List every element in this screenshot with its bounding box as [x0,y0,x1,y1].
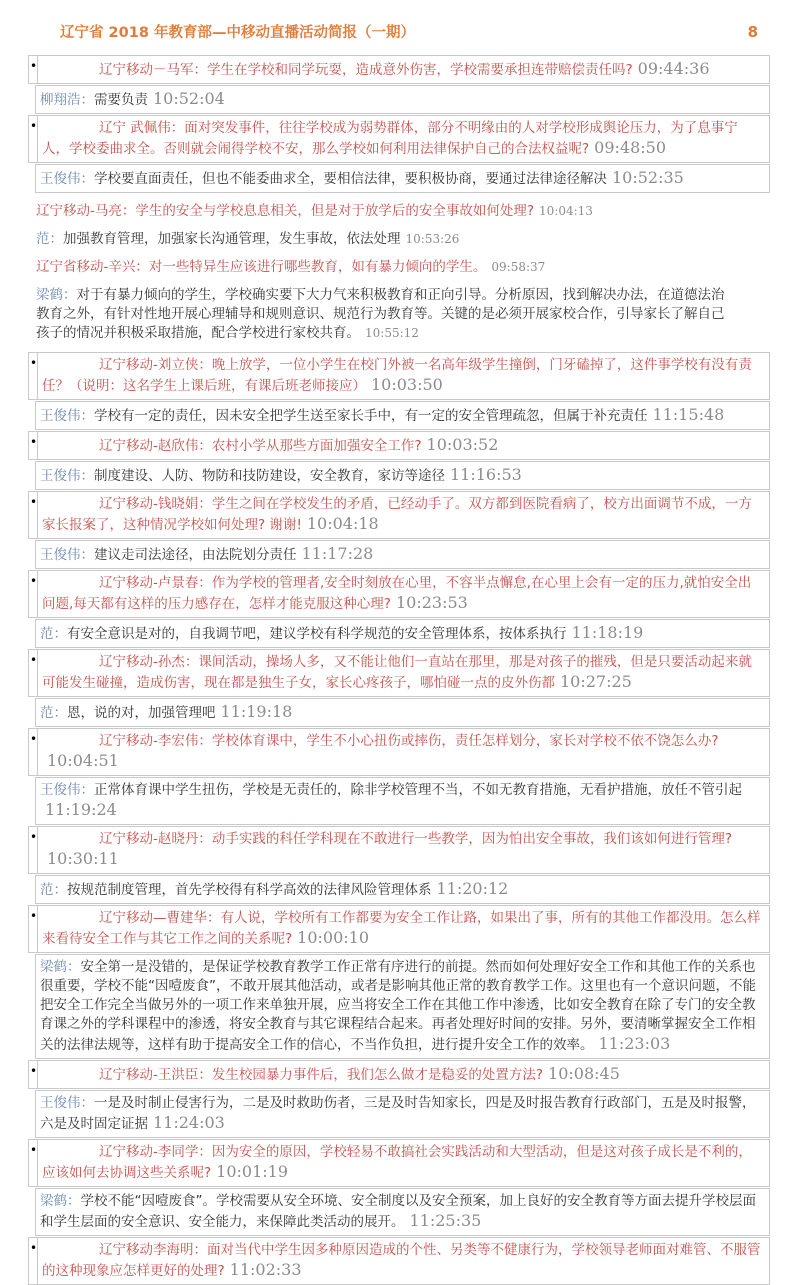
timestamp: 11:24:03 [153,1113,225,1132]
speaker-name: 辽宁移动-钱晓娟： [99,496,212,512]
bullet-icon: • [30,59,38,73]
speaker-name: 梁鹤： [40,959,81,975]
bullet-icon: • [30,653,38,667]
message-text: 学校要直面责任，但也不能委曲求全，要相信法律，要积极协商，要通过法律途径解决 [94,171,607,187]
timestamp: 11:02:33 [229,1260,302,1279]
bullet-cell-divider [37,116,38,162]
timestamp: 11:19:24 [45,800,117,819]
bullet-icon: • [30,732,38,746]
answer-row [35,401,770,430]
question-row [28,55,770,84]
page-title: 辽宁省 2018 年教育部—中移动直播活动简报（一期） [60,25,415,41]
row-text [42,495,761,535]
message-text: 对一些特异生应该进行哪些教育，如有暴力倾向的学生。 [148,259,487,275]
row-text [40,465,761,486]
message-text: 正常体育课中学生扭伤，学校是无责任的，除非学校管理不当，不如无教育措施，无看护措施，放任不管引起 [94,782,742,798]
speaker-name: 范： [36,231,63,247]
row-text [36,286,736,343]
speaker-name: 王俊伟： [40,468,94,484]
message-text: 学校不能“因噎废食”。学校需要从安全环境、安全制度以及安全预案，加上良好的安全教育等方面去提升学校层面和学生层面的安全意识、安全能力，来保障此类活动的展开。 [40,1193,756,1230]
row-text [40,623,761,644]
speaker-name: 辽宁移动-李宏伟： [99,733,212,749]
row-text [36,230,736,249]
timestamp: 10:04:51 [47,751,119,770]
speaker-name: 辽宁移动-卢景春： [99,575,212,591]
timestamp: 09:44:36 [637,59,710,78]
message-text: 农村小学从那些方面加强安全工作? [211,438,422,454]
timestamp: 10:04:18 [306,514,379,533]
bullet-cell-divider [37,906,38,952]
row-text [42,1064,761,1085]
row-text [40,702,761,723]
row-text [42,356,761,396]
answer-row [35,540,770,569]
bullet-cell-divider [37,492,38,538]
answer-row [35,698,770,727]
timestamp: 10:52:04 [153,89,225,108]
timestamp: 09:48:50 [594,138,667,157]
row-text [42,1241,761,1281]
bullet-icon: • [30,495,38,509]
timestamp: 11:18:19 [571,623,644,642]
message-text: 作为学校的管理者,安全时刻放在心里，不容半点懈怠,在心里上会有一定的压力,就怕安全出问题,每天都有这样的压力感存在，怎样才能克服这种心理? [42,575,752,612]
bullet-cell-divider [37,650,38,696]
timestamp: 10:08:45 [548,1064,620,1083]
qa-transcript-table [28,55,770,1285]
speaker-name: 范： [40,705,67,721]
row-text [40,544,761,565]
message-text: 恩，说的对，加强管理吧 [67,705,216,721]
bullet-icon: • [30,1064,38,1078]
bullet-icon: • [30,119,38,133]
row-text [42,435,761,456]
question-row [28,905,770,953]
question-row [36,258,770,277]
page-header [0,0,800,55]
bullet-icon: • [30,435,38,449]
timestamp: 11:20:12 [436,879,509,898]
timestamp: 10:30:11 [47,849,119,868]
message-text: 安全第一是没错的，是保证学校教育教学工作正常有序进行的前提。然而如何处理好安全工作和其他工作的关系也很重要，学校不能“因噎废食”，不敢开展其他活动，或者是影响其他正常的教育教学工作。这里也有一个意识问题，不能把安全工作完全当做另外的一项工作来单独开展，应当将安全工作在其他工作中渗透，比如安全教育在除了专门的安全教育课之外的学科课程中的渗透，将安全教育与其它课程结合起来。再者处理好时间的安排。另外，要清晰掌握安全工作相关的法律法规等，这样有助于提高安全工作的信心，不当作负担，进行提升安全工作的效率。 [40,959,756,1053]
row-text [42,119,761,159]
speaker-name: 辽宁移动李海明： [99,1242,207,1258]
timestamp: 10:01:19 [216,1162,289,1181]
answer-row [35,619,770,648]
message-text: 发生校园暴力事件后，我们怎么做才是稳妥的处置方法? [211,1067,544,1083]
message-text: 对于有暴力倾向的学生，学校确实要下大力气来积极教育和正向引导。分析原因，找到解决办法，在道德法治教育之外，有针对性地开展心理辅导和规则意识、规范行为教育等。关键的是必须开展家校合作，引导家长了解自己孩子的情况并积极采取措施，配合学校进行家校共育。 [36,287,725,341]
bullet-cell-divider [37,353,38,399]
question-row [28,491,770,539]
speaker-name: 王俊伟： [40,547,94,563]
row-text [36,258,736,277]
bullet-cell-divider [37,1061,38,1088]
timestamp: 10:27:25 [560,672,632,691]
question-row [28,431,770,460]
speaker-name: 王俊伟： [40,408,94,424]
row-text [42,732,761,772]
message-text: 学校有一定的责任，因未安全把学生送至家长手中，有一定的安全管理疏忽，但属于补充责任 [94,408,648,424]
timestamp: 10:03:52 [426,435,499,454]
bullet-icon: • [30,356,38,370]
timestamp: 11:17:28 [301,544,374,563]
speaker-name: 辽宁移动-王洪臣： [99,1067,212,1083]
row-text [42,59,761,80]
message-text: 学生的安全与学校息息相关，但是对于放学后的安全事故如何处理? [135,203,535,219]
timestamp: 10:55:12 [365,326,419,340]
timestamp: 11:16:53 [450,465,522,484]
question-row [28,1237,770,1285]
speaker-name: 辽宁移动-马亮： [36,203,136,219]
timestamp: 10:52:35 [612,168,684,187]
message-text: 建议走司法途径，由法院划分责任 [94,547,297,563]
timestamp: 09:58:37 [491,260,546,274]
speaker-name: 梁鹤： [40,1193,81,1209]
speaker-name: 辽宁移动-赵晓丹： [99,831,212,847]
answer-row [35,1188,770,1236]
speaker-name: 辽宁移动—曹建华： [99,910,221,926]
speaker-name: 辽宁移动-孙杰： [99,654,199,670]
message-text: 课间活动，操场人多，又不能让他们一直站在那里，那是对孩子的摧残，但是只要活动起来就可能发生碰撞，造成伤害，现在都是独生子女，家长心疼孩子，哪怕碰一点的皮外伤都 [42,654,752,691]
message-text: 按规范制度管理，首先学校得有科学高效的法律风险管理体系 [67,882,432,898]
speaker-name: 王俊伟： [40,782,94,798]
row-text [42,653,761,693]
question-row [28,649,770,697]
question-row [28,115,770,163]
bullet-cell-divider [37,1238,38,1284]
bullet-cell-divider [37,729,38,775]
speaker-name: 范： [40,626,67,642]
bullet-icon: • [30,574,38,588]
answer-row [35,954,770,1059]
speaker-name: 王俊伟： [40,171,94,187]
timestamp: 11:25:35 [409,1211,482,1230]
message-text: 学校体育课中，学生不小心扭伤或摔伤，责任怎样划分，家长对学校不依不饶怎么办? [211,733,719,749]
message-text: 一是及时制止侵害行为，二是及时救助伤者，三是及时告知家长，四是及时报告教育行政部门，五是及时报警，六是及时固定证据 [40,1095,756,1132]
row-text [40,1094,761,1134]
bullet-icon: • [30,909,38,923]
timestamp: 10:23:53 [395,593,468,612]
question-row [28,826,770,874]
message-text: 制度建设、人防、物防和技防建设，安全教育，家访等途径 [94,468,445,484]
timestamp: 10:00:10 [297,928,370,947]
timestamp: 10:03:50 [371,375,443,394]
question-row [28,352,770,400]
message-text: 面对当代中学生因多种原因造成的个性、另类等不健康行为，学校领导老师面对难管、不服管的这种现象应怎样更好的处理? [42,1242,761,1279]
speaker-name: 辽宁移动-李同学： [99,1144,212,1160]
message-text: 有人说，学校所有工作都要为安全工作让路，如果出了事，所有的其他工作都没用。怎么样来看待安全工作与其它工作之间的关系呢? [42,910,761,947]
question-row [36,202,770,221]
message-text: 动手实践的科任学科现在不敢进行一些教学，因为怕出安全事故，我们该如何进行管理? [211,831,733,847]
timestamp: 11:23:03 [598,1034,671,1053]
page-number: 8 [747,23,758,41]
speaker-name: 辽宁移动-刘立侠： [99,357,212,373]
message-text: 晚上放学，一位小学生在校门外被一名高年级学生撞倒，门牙磕掉了，这件事学校有没有责任？（说明：这名学生上课后班，有课后班老师接应） [42,357,752,394]
timestamp: 10:04:13 [539,204,593,218]
message-text: 有安全意识是对的，自我调节吧，建议学校有科学规范的安全管理体系，按体系执行 [67,626,567,642]
row-text [40,958,761,1055]
row-text [42,830,761,870]
answer-row [35,777,770,825]
bullet-icon: • [30,1241,38,1255]
answer-row [35,164,770,193]
row-text [42,909,761,949]
message-text: 学生之间在学校发生的矛盾，已经动手了。双方都到医院看病了，校方出面调节不成，一方家长报案了，这种情况学校如何处理? 谢谢! [42,496,752,533]
bullet-icon: • [30,830,38,844]
bullet-cell-divider [37,827,38,873]
message-text: 学生在学校和同学玩耍，造成意外伤害，学校需要承担连带赔偿责任吗? [207,62,633,78]
row-text [40,1192,761,1232]
speaker-name: 王俊伟： [40,1095,94,1111]
row-text [36,202,736,221]
bullet-cell-divider [37,1140,38,1186]
answer-row [35,461,770,490]
bullet-cell-divider [37,56,38,83]
timestamp: 11:19:18 [220,702,293,721]
speaker-name: 辽宁移动－马军： [99,62,207,78]
speaker-name: 辽宁 武佩伟： [99,120,185,136]
answer-row [35,85,770,114]
row-text [42,1143,761,1183]
question-row [28,1139,770,1187]
question-row [28,1060,770,1089]
bullet-cell-divider [37,432,38,459]
speaker-name: 范： [40,882,67,898]
message-text: 加强教育管理，加强家长沟通管理，发生事故，依法处理 [63,231,401,247]
timestamp: 10:53:26 [405,232,460,246]
bullet-cell-divider [37,571,38,617]
answer-row [36,230,770,249]
speaker-name: 柳翔浩： [40,92,94,108]
bullet-icon: • [30,1143,38,1157]
answer-row [36,286,770,343]
message-text: 面对突发事件，往往学校成为弱势群体，部分不明缘由的人对学校形成舆论压力，为了息事宁人，学校委曲求全。否则就会闹得学校不安，那么学校如何利用法律保护自己的合法权益呢? [42,120,738,157]
row-text [42,574,761,614]
answer-row [35,875,770,904]
answer-row [35,1090,770,1138]
row-text [40,879,761,900]
speaker-name: 辽宁移动-赵欣伟： [99,438,212,454]
row-text [40,168,761,189]
question-row [28,570,770,618]
row-text [40,781,761,821]
message-text: 需要负责 [94,92,148,108]
row-text [40,89,761,110]
message-text: 因为安全的原因，学校轻易不敢搞社会实践活动和大型活动，但是这对孩子成长是不利的，应该如何去协调这些关系呢? [42,1144,752,1181]
question-row [28,728,770,776]
timestamp: 11:15:48 [652,405,725,424]
speaker-name: 梁鹤： [36,287,77,303]
row-text [40,405,761,426]
speaker-name: 辽宁省移动-辛兴： [36,259,149,275]
